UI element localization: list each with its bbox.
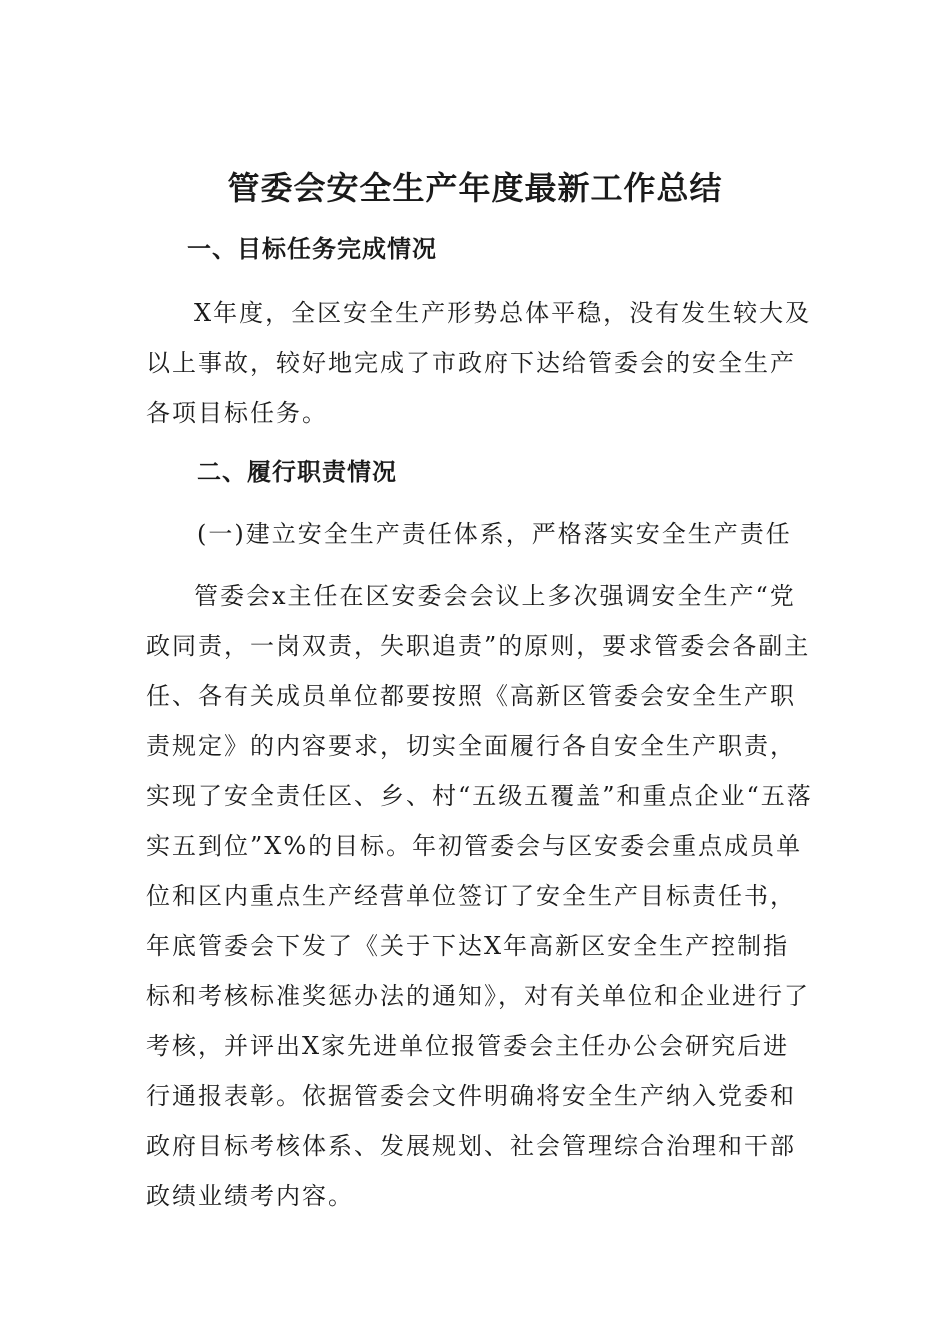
section-heading-targets: 一、目标任务完成情况 xyxy=(187,235,437,263)
paragraph-responsibility-system: 管委会x主任在区安委会会议上多次强调安全生产“党政同责，一岗双责，失职追责”的原则，要求管委会各副主任、各有关成员单位都要按照《高新区管委会安全生产职责规定》的内容要求，切实全面履行各自安全生产职责，实现了安全责任区、乡、村“五级五覆盖”和重点企业“五落实五到位”X%的目标。年初管委会与区安委会重点成员单位和区内重点生产经营单位签订了安全生产目标责任书，年底管委会下发了《关于下达X年高新区安全生产控制指标和考核标准奖惩办法的通知》，对有关单位和企业进行了考核，并评出X家先进单位报管委会主任办公会研究后进行通报表彰。依据管委会文件明确将安全生产纳入党委和政府目标考核体系、发展规划、社会管理综合治理和干部政绩业绩考内容。 xyxy=(146,582,813,1210)
section-heading-duties: 二、履行职责情况 xyxy=(197,458,397,486)
paragraph-targets: X年度，全区安全生产形势总体平稳，没有发生较大及以上事故，较好地完成了市政府下达给管委会的安全生产各项目标任务。 xyxy=(146,299,812,427)
subheading-responsibility-system: (一)建立安全生产责任体系，严格落实安全生产责任 xyxy=(197,520,792,548)
document-title: 管委会安全生产年度最新工作总结 xyxy=(227,169,723,207)
